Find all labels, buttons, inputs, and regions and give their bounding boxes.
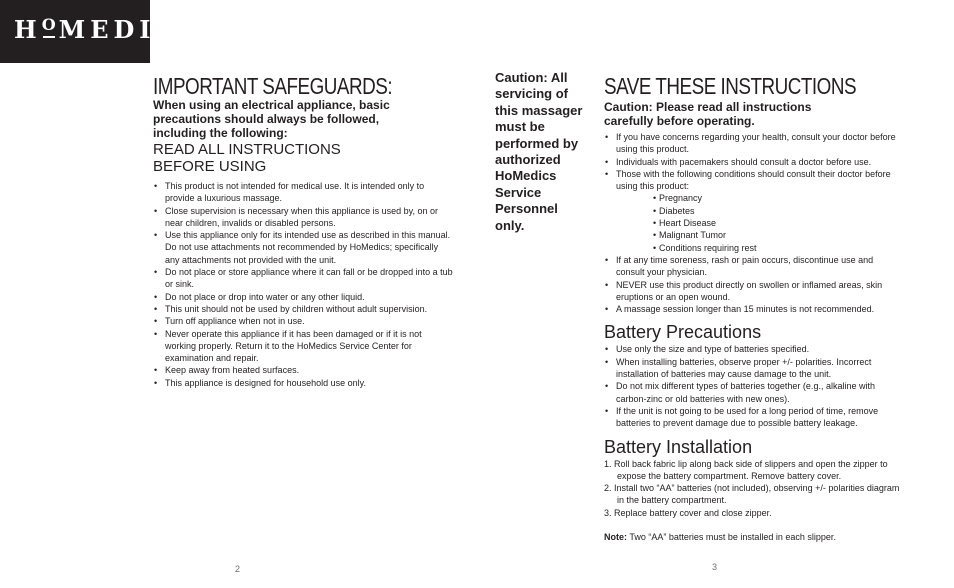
battery-note: [604, 531, 908, 543]
instructions-column: [604, 74, 908, 543]
list-item: • If you have concerns regarding your health, consult your doctor before using this product.: [604, 131, 900, 156]
list-item: • Heart Disease: [604, 217, 908, 229]
homedics-logo: [0, 0, 202, 63]
read-instructions-caution: Caution: Please read all instructions carefully before operating.: [604, 100, 812, 128]
list-item: • This appliance is designed for household use only.: [153, 377, 453, 389]
installation-steps: [604, 458, 904, 519]
list-item: 3. Replace battery cover and close zipper.: [604, 507, 772, 518]
list-item: • This product is not intended for medical use. It is intended only to provide a luxurious massage.: [153, 180, 453, 205]
list-item: • Do not place or drop into water or any other liquid.: [153, 291, 453, 303]
conditions-list: [604, 192, 908, 253]
servicing-caution-column: [495, 70, 590, 234]
logo-letter-h: H: [14, 15, 42, 44]
list-item: • Use only the size and type of batteries specified.: [604, 343, 904, 355]
list-item: • Those with the following conditions should consult their doctor before using this product:: [604, 168, 900, 193]
logo-wordmark: [14, 13, 202, 50]
list-item: • Keep away from heated surfaces.: [153, 364, 453, 376]
list-item: • Never operate this appliance if it has been damaged or if it is not working properly. Return it to the HoMedics Service Center for examination and repair.: [153, 328, 453, 365]
list-item: • Conditions requiring rest: [604, 242, 908, 254]
list-item: • Individuals with pacemakers should consult a doctor before use.: [604, 156, 900, 168]
list-item: • Diabetes: [604, 205, 908, 217]
health-warnings-list: [604, 131, 900, 192]
safeguards-list: [153, 180, 453, 389]
list-item: • Close supervision is necessary when this appliance is used by, on or near children, invalids or disabled persons.: [153, 205, 453, 230]
battery-precautions-list: [604, 343, 904, 429]
list-item: • Do not mix different types of batteries together (e.g., alkaline with carbon-zinc or old batteries with new ones).: [604, 380, 904, 405]
list-item: 2. Install two “AA” batteries (not included), observing +/- polarities diagram in the battery compartment.: [604, 483, 900, 506]
logo-letter-o: O: [41, 15, 59, 34]
safeguards-column: [153, 74, 463, 389]
list-item: • Do not place or store appliance where it can fall or be dropped into a tub or sink.: [153, 266, 453, 291]
page-number-right: 3: [712, 562, 718, 572]
save-instructions-title: SAVE THESE INSTRUCTIONS: [604, 73, 857, 99]
list-item: • Malignant Tumor: [604, 229, 908, 241]
usage-warnings-list: [604, 254, 900, 315]
list-item: 1. Roll back fabric lip along back side of slippers and open the zipper to expose the battery compartment. Remove battery cover.: [604, 458, 888, 481]
list-item: • If the unit is not going to be used for a long period of time, remove batteries to prevent damage due to possible battery leakage.: [604, 405, 904, 430]
logo-letters: MEDICS: [58, 15, 202, 44]
list-item: • If at any time soreness, rash or pain occurs, discontinue use and consult your physician.: [604, 254, 900, 279]
page-number-left: 2: [235, 564, 241, 574]
note-label: Note:: [604, 532, 627, 543]
safeguards-title: IMPORTANT SAFEGUARDS:: [153, 73, 393, 99]
list-item: • This unit should not be used by children without adult supervision.: [153, 303, 453, 315]
safeguards-intro: When using an electrical appliance, basic precautions should always be followed, including the following:: [153, 98, 390, 140]
servicing-caution: Caution: All servicing of this massager must be performed by authorized HoMedics Service Personnel only.: [495, 70, 583, 233]
note-text: Two “AA” batteries must be installed in each slipper.: [627, 532, 836, 543]
list-item: • When installing batteries, observe proper +/- polarities. Incorrect installation of batteries may cause damage to the unit.: [604, 356, 904, 381]
list-item: • Use this appliance only for its intended use as described in this manual. Do not use attachments not recommended by HoMedics; specifically any attachments not provided with the unit.: [153, 229, 453, 266]
battery-precautions-title: Battery Precautions: [604, 322, 762, 343]
list-item: • A massage session longer than 15 minutes is not recommended.: [604, 303, 900, 315]
list-item: • Turn off appliance when not in use.: [153, 315, 453, 327]
battery-installation-title: Battery Installation: [604, 436, 753, 457]
read-all-instructions: READ ALL INSTRUCTIONS BEFORE USING: [153, 141, 341, 175]
list-item: • NEVER use this product directly on swollen or inflamed areas, skin eruptions or an open wound.: [604, 279, 900, 304]
list-item: • Pregnancy: [604, 192, 908, 204]
